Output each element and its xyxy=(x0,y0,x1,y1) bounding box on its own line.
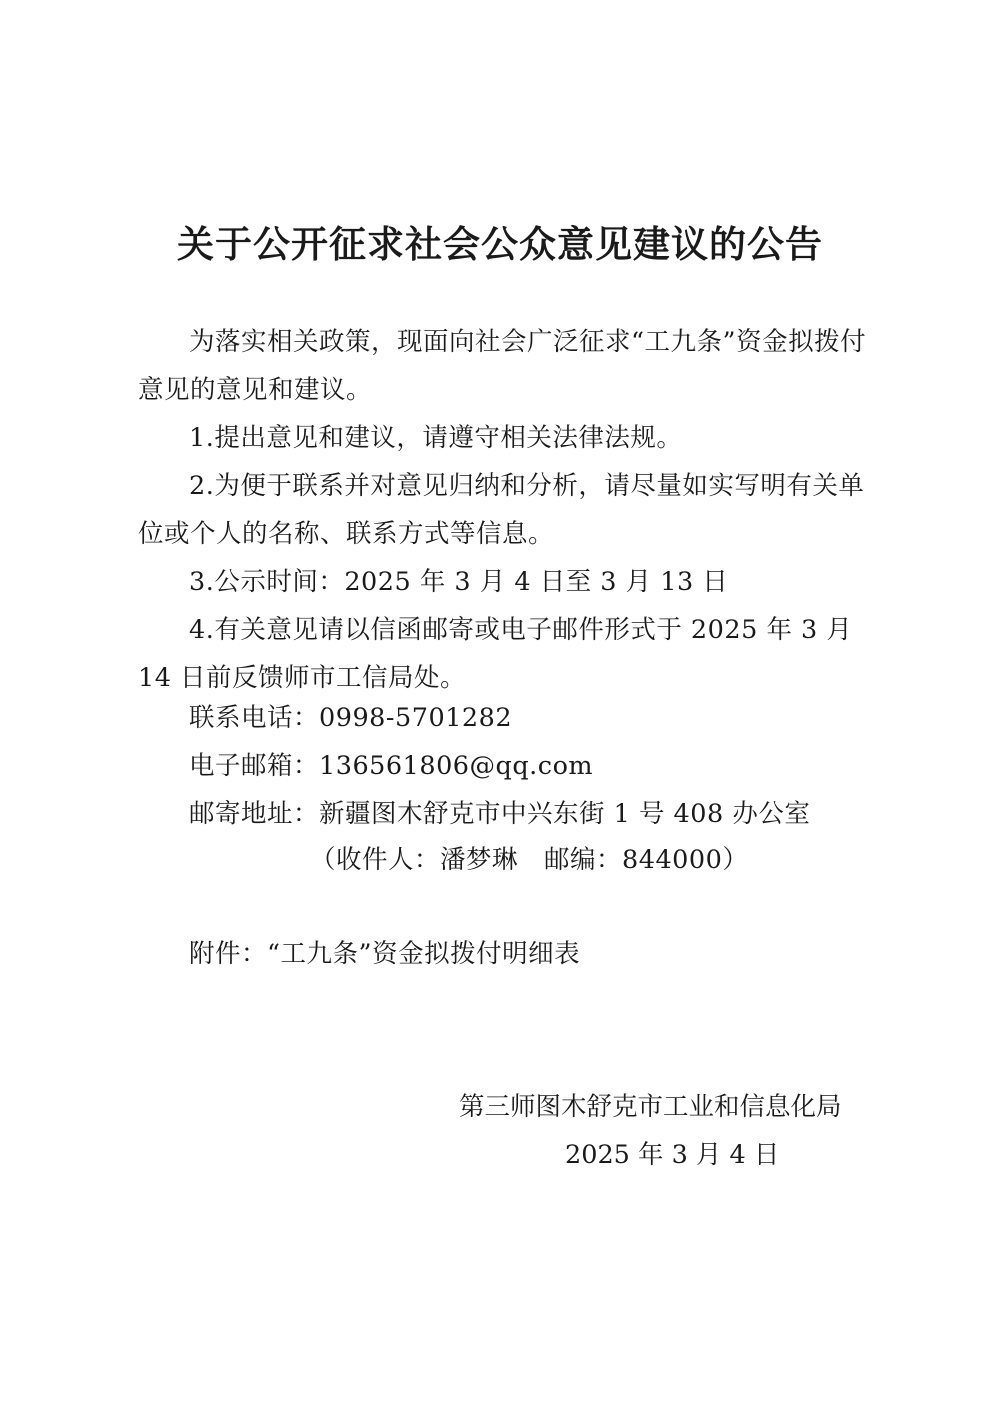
contact-address-row xyxy=(189,790,810,838)
phone-value: 0998-5701282 xyxy=(319,703,513,733)
item-3: 3.公示时间：2025 年 3 月 4 日至 3 月 13 日 xyxy=(189,567,729,597)
email-label: 电子邮箱： xyxy=(189,751,320,781)
notice-title: 关于公开征求社会公众意见建议的公告 xyxy=(177,222,823,266)
item-2: 2.为便于联系并对意见归纳和分析，请尽量如实写明有关单位或个人的名称、联系方式等信息。 xyxy=(138,471,865,549)
phone-label: 联系电话： xyxy=(189,703,320,733)
notice-body xyxy=(138,318,878,702)
signature-org: 第三师图木舒克市工业和信息化局 xyxy=(459,1092,842,1122)
contact-email-row xyxy=(189,742,593,790)
item-4: 4.有关意见请以信函邮寄或电子邮件形式于 2025 年 3 月 14 日前反馈师市工信局处。 xyxy=(138,615,853,693)
contact-phone-row xyxy=(189,694,512,742)
intro-paragraph: 为落实相关政策，现面向社会广泛征求“工九条”资金拟拨付意见的意见和建议。 xyxy=(138,327,867,405)
item-1: 1.提出意见和建议，请遵守相关法律法规。 xyxy=(189,423,683,453)
address-value: 新疆图木舒克市中兴东街 1 号 408 办公室 xyxy=(319,799,811,829)
signature-date: 2025 年 3 月 4 日 xyxy=(565,1140,780,1170)
address-label: 邮寄地址： xyxy=(189,799,320,829)
email-value: 136561806@qq.com xyxy=(319,751,594,781)
attachment-line: 附件：“工九条”资金拟拨付明细表 xyxy=(189,939,581,969)
recipient-line: （收件人：潘梦琳 邮编：844000） xyxy=(310,845,749,875)
